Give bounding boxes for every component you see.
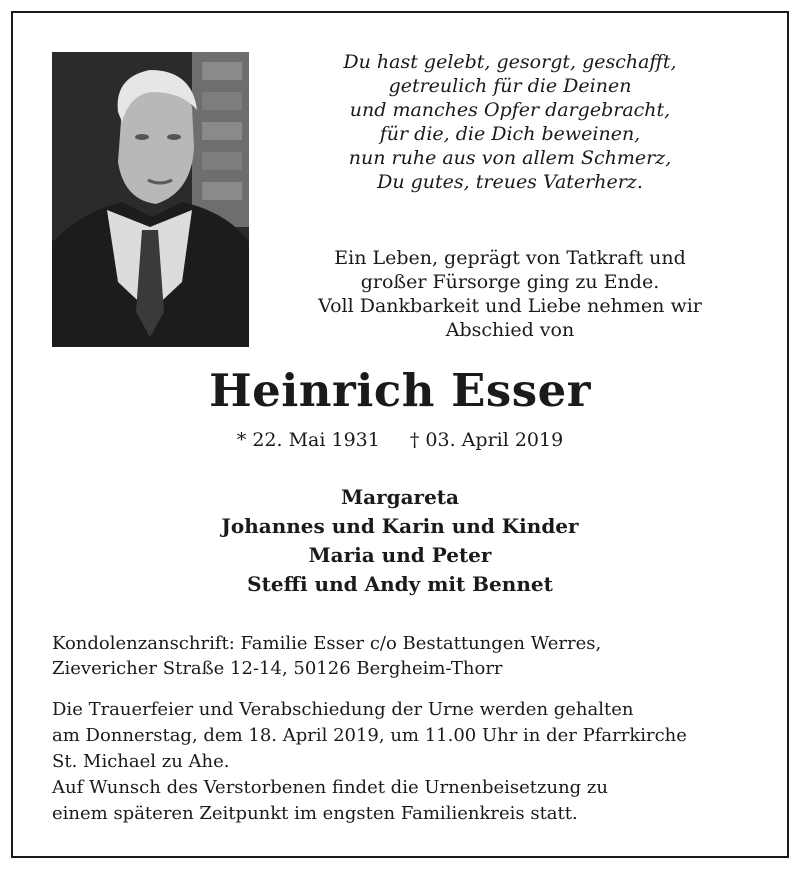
- birth-date: * 22. Mai 1931: [236, 429, 380, 451]
- poem-line: für die, die Dich beweinen,: [379, 123, 641, 145]
- poem-line: Du gutes, treues Vaterherz.: [377, 171, 643, 193]
- family-line: Johannes und Karin und Kinder: [221, 514, 579, 538]
- ceremony-line: Die Trauerfeier und Verabschiedung der Urne werden gehalten: [52, 699, 634, 720]
- intro-line: großer Fürsorge ging zu Ende.: [360, 271, 660, 293]
- intro-line: Voll Dankbarkeit und Liebe nehmen wir: [318, 295, 702, 317]
- ceremony-line: einem späteren Zeitpunkt im engsten Familienkreis statt.: [52, 803, 578, 824]
- death-date: † 03. April 2019: [409, 429, 564, 451]
- family-line: Margareta: [340, 485, 460, 509]
- ceremony-line: Auf Wunsch des Verstorbenen findet die Urnenbeisetzung zu: [52, 777, 608, 798]
- life-dates: [0, 428, 800, 452]
- poem-line: Du hast gelebt, gesorgt, geschafft,: [343, 51, 677, 73]
- intro-text: [290, 246, 730, 342]
- ceremony-info: [52, 697, 772, 827]
- condolence-line: Zievericher Straße 12-14, 50126 Bergheim-Thorr: [52, 658, 503, 679]
- poem-line: nun ruhe aus von allem Schmerz,: [348, 147, 672, 169]
- ceremony-line: St. Michael zu Ahe.: [52, 751, 230, 772]
- family-members: [0, 483, 800, 599]
- poem-line: und manches Opfer dargebracht,: [349, 99, 671, 121]
- family-line: Maria und Peter: [308, 543, 492, 567]
- family-line: Steffi und Andy mit Bennet: [247, 572, 553, 596]
- condolence-line: Kondolenzanschrift: Familie Esser c/o Bestattungen Werres,: [52, 633, 602, 654]
- poem: [290, 50, 730, 194]
- deceased-name: Heinrich Esser: [209, 364, 591, 417]
- portrait-photo: [52, 52, 249, 347]
- condolence-address: [52, 631, 752, 681]
- intro-line: Abschied von: [445, 319, 575, 341]
- poem-line: getreulich für die Deinen: [388, 75, 632, 97]
- intro-line: Ein Leben, geprägt von Tatkraft und: [334, 247, 686, 269]
- ceremony-line: am Donnerstag, dem 18. April 2019, um 11.00 Uhr in der Pfarrkirche: [52, 725, 687, 746]
